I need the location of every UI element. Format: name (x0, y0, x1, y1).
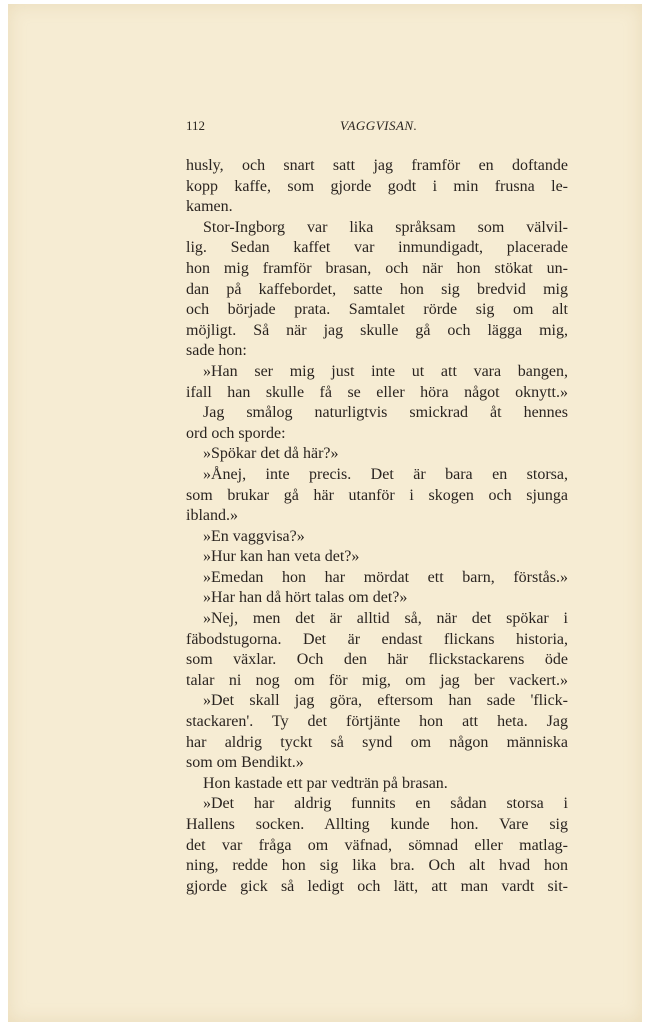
text-line: lig. Sedan kaffet var inmundigadt, placerade (186, 239, 568, 257)
text-line: som om Bendikt.» (186, 754, 304, 772)
text-line: husly, och snart satt jag framför en doftande (186, 157, 568, 174)
text-line: kopp kaffe, som gjorde godt i min frusna le- (186, 177, 568, 195)
text-line: »Nej, men det är alltid så, när det spökar i (203, 610, 568, 628)
text-line: som växlar. Och den här flickstackarens öde (186, 651, 568, 669)
page-header (186, 118, 568, 138)
text-line: »Hur kan han veta det?» (203, 548, 360, 566)
text-line: Hallens socken. Allting kunde hon. Vare sig (186, 816, 568, 833)
text-line: »Emedan hon har mördat ett barn, förstås.» (203, 568, 568, 586)
text-line: ning, redde hon sig lika bra. Och alt hvad hon (186, 857, 568, 875)
text-line: Stor-Ingborg var lika språksam som välvil- (203, 218, 568, 236)
text-line: Jag smålog naturligtvis smickrad åt hennes (203, 404, 568, 422)
text-line: Hon kastade ett par vedträn på brasan. (203, 774, 448, 792)
text-line: talar ni nog om för mig, om jag ber vackert.» (186, 671, 568, 689)
text-line: sade hon: (186, 342, 247, 360)
text-line: fäbodstugorna. Det är endast flickans historia, (186, 630, 568, 648)
text-line: »Ånej, inte precis. Det är bara en storsa, (203, 465, 568, 483)
text-line: det var fråga om väfnad, sömnad eller matlag- (186, 836, 568, 854)
text-line: »Det skall jag göra, eftersom han sade 'flick- (203, 692, 568, 710)
text-line: kamen. (186, 198, 233, 216)
text-line: »Har han då hört talas om det?» (203, 589, 408, 607)
text-line: ifall han skulle få se eller höra något oknytt.» (186, 383, 568, 401)
text-line: »Det har aldrig funnits en sådan storsa i (203, 795, 568, 813)
text-line: stackaren'. Ty det förtjänte hon att heta. Jag (186, 713, 568, 731)
page-number: 112 (186, 118, 206, 133)
text-line: och började prata. Samtalet rörde sig om alt (186, 301, 568, 319)
text-line: möjligt. Så när jag skulle gå och lägga mig, (186, 321, 568, 339)
text-line: har aldrig tyckt så synd om någon människa (186, 733, 568, 751)
text-line: ord och sporde: (186, 424, 286, 442)
text-line: som brukar gå här utanför i skogen och sjunga (186, 486, 568, 504)
text-line: gjorde gick så ledigt och lätt, att man vardt sit- (186, 877, 568, 895)
text-line: »Spökar det då här?» (203, 445, 339, 463)
running-title: VAGGVISAN. (340, 118, 418, 133)
body-text (186, 156, 568, 897)
text-line: dan på kaffebordet, satte hon sig bredvid mig (186, 280, 568, 298)
text-line: ibland.» (186, 507, 238, 525)
text-line: »En vaggvisa?» (203, 527, 305, 545)
text-line: »Han ser mig just inte ut att vara bangen, (203, 362, 568, 380)
text-line: hon mig framför brasan, och när hon stökat un- (186, 259, 568, 277)
